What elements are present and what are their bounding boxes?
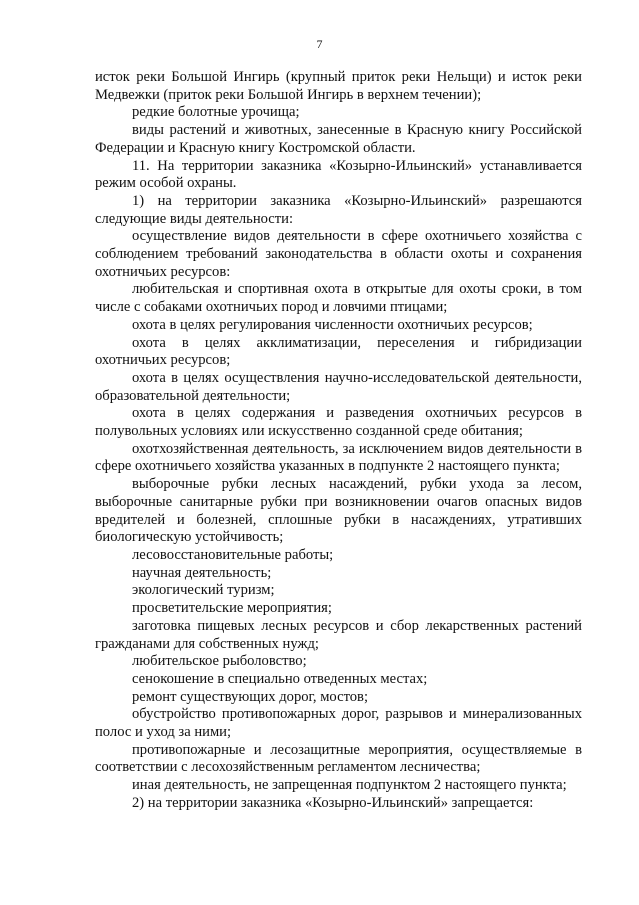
page-number: 7: [316, 37, 323, 51]
paragraph-reforestation: лесовосстановительные работы;: [132, 546, 334, 563]
paragraph-red-book: виды растений и животных, занесенные в Красную книгу Российской Федерации и Красную книгу Костромской области.: [95, 122, 582, 156]
paragraph-hunting-breeding: охота в целях содержания и разведения охотничьих ресурсов в полувольных условиях или искусственно созданной среде обитания;: [95, 405, 582, 440]
paragraph-fire-protection: противопожарные и лесозащитные мероприятия, осуществляемые в соответствии с лесохозяйственным регламентом лесничества;: [95, 741, 582, 776]
paragraph-food-resources: заготовка пищевых лесных ресурсов и сбор лекарственных растений гражданами для собственных нужд;: [95, 617, 582, 652]
paragraph-hunting-acclimatization: охота в целях акклиматизации, переселения и гибридизации охотничьих ресурсов;: [95, 334, 582, 369]
paragraph-education-events: просветительские мероприятия;: [132, 600, 332, 617]
paragraph-haymaking: сенокошение в специально отведенных местах;: [132, 670, 428, 687]
paragraph-subitem-1: 1) на территории заказника «Козырно-Ильинский» разрешаются следующие виды деятельности:: [95, 192, 582, 227]
paragraph-fishing: любительское рыболовство;: [132, 653, 307, 670]
paragraph-fire-roads: обустройство противопожарных дорог, разрывов и минерализованных полос и уход за ними;: [95, 706, 582, 741]
paragraph-logging: выборочные рубки лесных насаждений, рубки ухода за лесом, выборочные санитарные рубки при возникновении очагов опасных видов вредителей и болезней, сплошные рубки в насаждениях, утративших биологическую устойчивость;: [95, 476, 582, 546]
paragraph-hunting-management: охотхозяйственная деятельность, за исключением видов деятельности в сфере охотничьего хозяйства указанных в подпункте 2 настоящего пункта;: [95, 440, 582, 475]
paragraph-hunting-activities: осуществление видов деятельности в сфере охотничьего хозяйства с соблюдением требований законодательства в области охоты и сохранения охотничьих ресурсов:: [95, 228, 582, 280]
paragraph-bogs: редкие болотные урочища;: [132, 104, 300, 121]
paragraph-science: научная деятельность;: [132, 564, 272, 581]
paragraph-road-repair: ремонт существующих дорог, мостов;: [132, 688, 368, 705]
document-body: [95, 69, 582, 813]
paragraph-source-rivers: исток реки Большой Ингирь (крупный приток реки Нельщи) и исток реки Медвежки (приток реки Большой Ингирь в верхнем течении);: [95, 69, 582, 103]
paragraph-sport-hunting: любительская и спортивная охота в открытые для охоты сроки, в том числе с собаками охотничьих пород и ловчими птицами;: [95, 281, 582, 316]
paragraph-ecotourism: экологический туризм;: [132, 582, 275, 599]
paragraph-other-activity: иная деятельность, не запрещенная подпунктом 2 настоящего пункта;: [132, 777, 567, 794]
paragraph-subitem-2: 2) на территории заказника «Козырно-Ильинский» запрещается:: [132, 794, 534, 811]
paragraph-hunting-research: охота в целях осуществления научно-исследовательской деятельности, образовательной деятельности;: [95, 369, 582, 404]
paragraph-hunting-regulation: охота в целях регулирования численности охотничьих ресурсов;: [132, 316, 533, 333]
paragraph-item-11: 11. На территории заказника «Козырно-Ильинский» устанавливается режим особой охраны.: [95, 157, 582, 192]
